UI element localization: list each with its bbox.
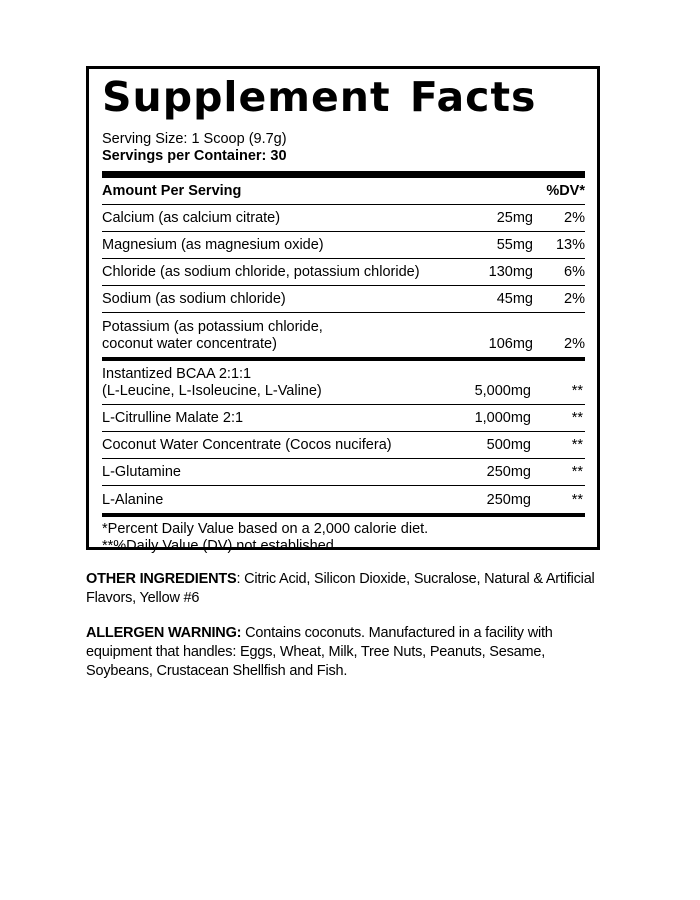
nutrient-name-line1: Potassium (as potassium chloride, bbox=[102, 319, 323, 335]
allergen-warning bbox=[86, 624, 606, 681]
section-divider bbox=[102, 513, 585, 517]
blend-amount: 250mg bbox=[486, 464, 531, 480]
nutrient-row bbox=[102, 313, 585, 357]
footnote-not-established: **%Daily Value (DV) not established. bbox=[102, 538, 338, 554]
other-ingredients bbox=[86, 570, 606, 608]
blend-amount: 500mg bbox=[486, 437, 531, 453]
blend-row bbox=[102, 459, 585, 486]
nutrient-dv: 2% bbox=[564, 210, 585, 226]
servings-per-container: Servings per Container: 30 bbox=[102, 148, 287, 164]
blend-name: L-Alanine bbox=[102, 492, 164, 508]
blend-dv: ** bbox=[571, 410, 583, 426]
footnotes bbox=[102, 521, 585, 555]
allergen-warning-label: ALLERGEN WARNING: bbox=[86, 625, 242, 641]
nutrient-row bbox=[102, 205, 585, 232]
blend-name: Coconut Water Concentrate (Cocos nucifera) bbox=[102, 437, 392, 453]
facts-title: Supplement Facts bbox=[102, 73, 537, 121]
allergen-warning-text: Contains coconuts. Manufactured in a facility with equipment that handles: Eggs, Wheat, Milk, Tree Nuts, Peanuts, Sesame, Soybeans, Crustacean Shellfish and Fish. bbox=[86, 625, 553, 679]
nutrient-row bbox=[102, 286, 585, 313]
nutrient-name bbox=[102, 319, 459, 353]
nutrient-row bbox=[102, 232, 585, 259]
blend-name: L-Glutamine bbox=[102, 464, 181, 480]
header-amount-label: Amount Per Serving bbox=[102, 183, 242, 199]
nutrient-amount: 106mg bbox=[488, 336, 533, 352]
nutrient-name: Magnesium (as magnesium oxide) bbox=[102, 237, 324, 253]
blend-dv: ** bbox=[571, 383, 583, 399]
header-dv-label: %DV* bbox=[546, 183, 585, 199]
blend-row bbox=[102, 405, 585, 432]
nutrient-dv: 2% bbox=[564, 291, 585, 307]
blend-amount: 250mg bbox=[486, 492, 531, 508]
nutrient-amount: 45mg bbox=[496, 291, 533, 307]
serving-size: Serving Size: 1 Scoop (9.7g) bbox=[102, 131, 287, 147]
blend-name-line1: Instantized BCAA 2:1:1 bbox=[102, 366, 252, 382]
blend-row bbox=[102, 361, 585, 405]
blend-dv: ** bbox=[571, 492, 583, 508]
other-ingredients-text: : Citric Acid, Silicon Dioxide, Sucralose, Natural & Artificial Flavors, Yellow #6 bbox=[86, 571, 595, 606]
blend-dv: ** bbox=[571, 437, 583, 453]
nutrient-row bbox=[102, 259, 585, 286]
nutrient-amount: 25mg bbox=[496, 210, 533, 226]
blend-name-line2: (L-Leucine, L-Isoleucine, L-Valine) bbox=[102, 383, 322, 399]
blend-row bbox=[102, 486, 585, 513]
nutrient-name: Chloride (as sodium chloride, potassium chloride) bbox=[102, 264, 420, 280]
nutrient-name: Sodium (as sodium chloride) bbox=[102, 291, 286, 307]
thick-divider bbox=[102, 171, 585, 178]
blend-amount: 1,000mg bbox=[474, 410, 531, 426]
nutrient-dv: 2% bbox=[564, 336, 585, 352]
amount-per-serving-header bbox=[102, 178, 585, 205]
footnote-daily-value: *Percent Daily Value based on a 2,000 calorie diet. bbox=[102, 521, 429, 537]
supplement-facts-panel bbox=[86, 66, 600, 554]
nutrient-name: Calcium (as calcium citrate) bbox=[102, 210, 281, 226]
blend-amount: 5,000mg bbox=[474, 383, 531, 399]
nutrient-amount: 130mg bbox=[488, 264, 533, 280]
nutrient-name-line2: coconut water concentrate) bbox=[102, 336, 277, 352]
blend-dv: ** bbox=[571, 464, 583, 480]
nutrient-amount: 55mg bbox=[496, 237, 533, 253]
nutrient-dv: 13% bbox=[555, 237, 585, 253]
blend-name: L-Citrulline Malate 2:1 bbox=[102, 410, 244, 426]
blend-row bbox=[102, 432, 585, 459]
nutrient-dv: 6% bbox=[564, 264, 585, 280]
blend-name bbox=[102, 366, 457, 400]
other-ingredients-label: OTHER INGREDIENTS bbox=[86, 571, 237, 587]
